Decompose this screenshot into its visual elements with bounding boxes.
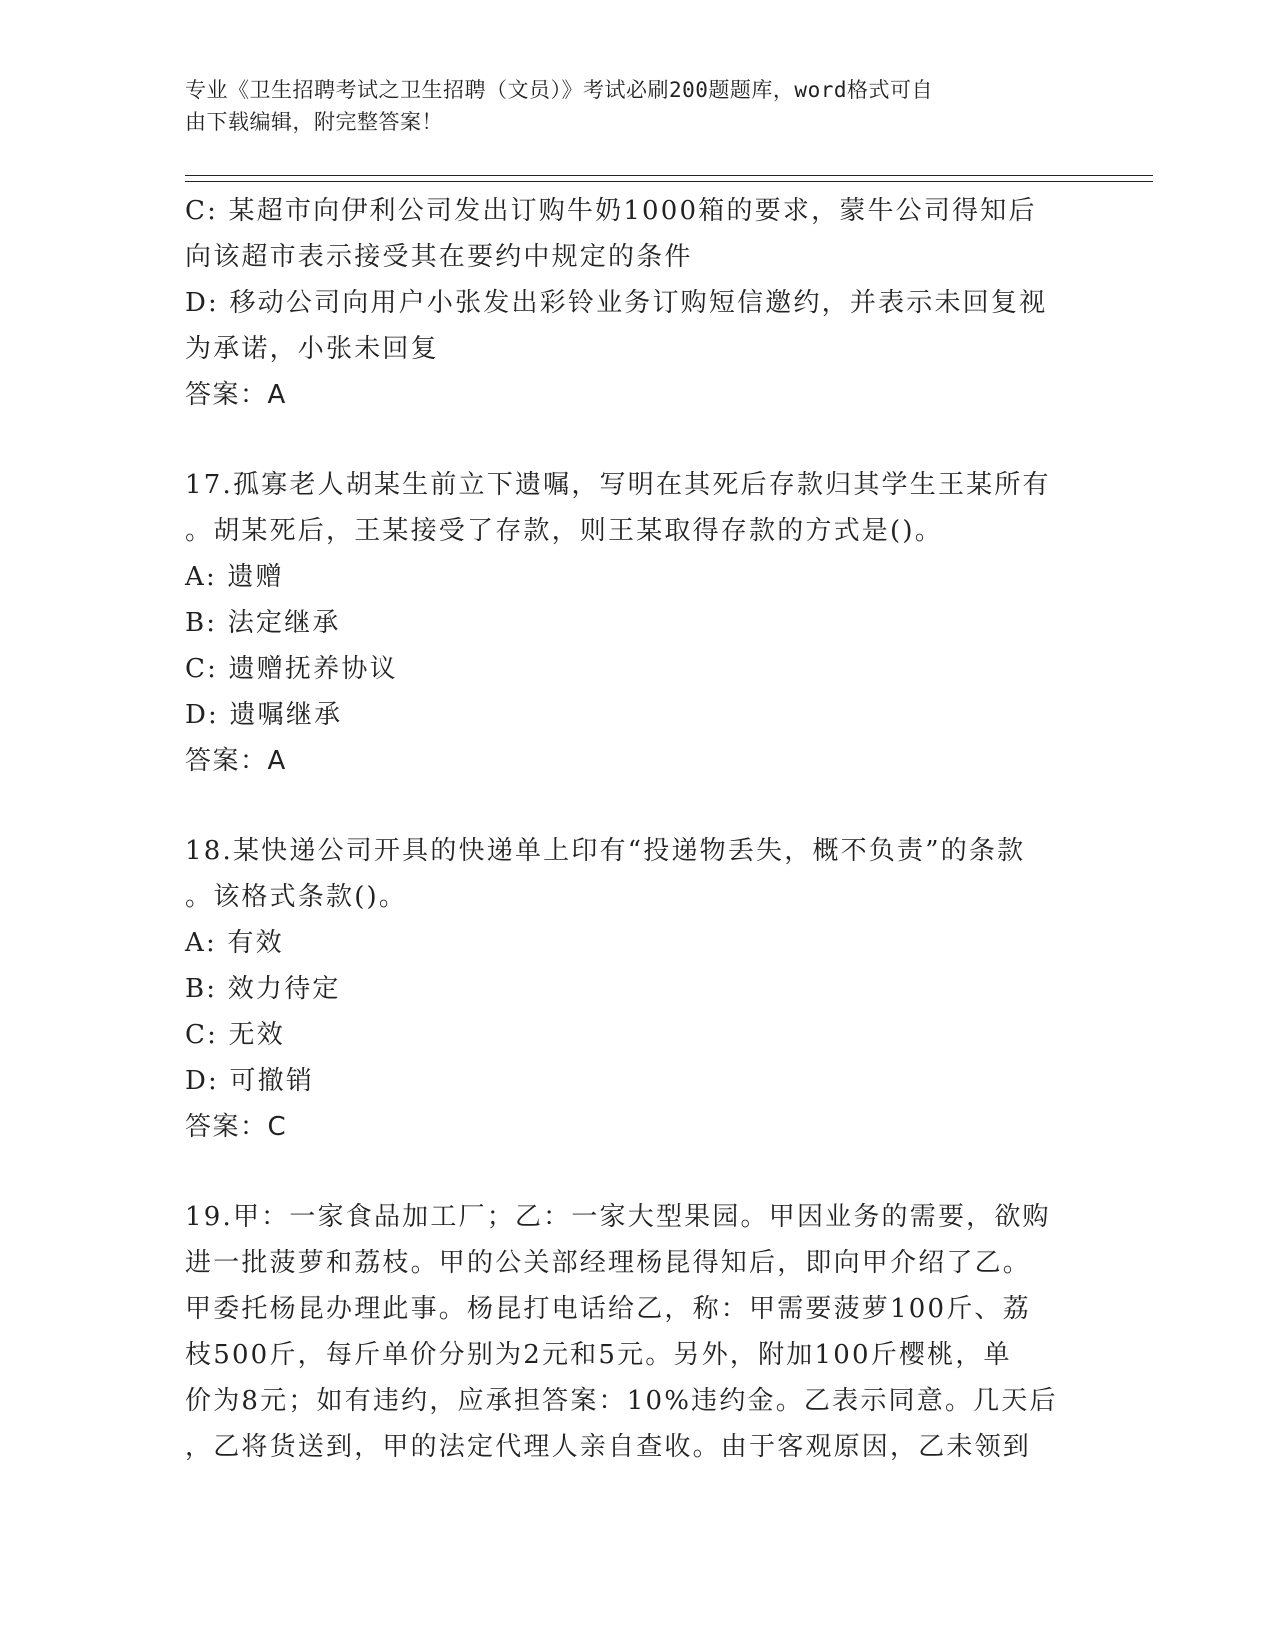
question-content [185, 188, 1085, 1470]
question-line: D: 移动公司向用户小张发出彩铃业务订购短信邀约，并表示未回复视 [185, 288, 1048, 318]
question-line: C: 遗赠抚养协议 [185, 654, 398, 684]
question-line: 19.甲：一家食品加工厂；乙：一家大型果园。甲因业务的需要，欲购 [185, 1202, 1051, 1232]
question-line: C: 无效 [185, 1020, 285, 1050]
question-block [185, 1194, 1085, 1470]
question-line: B: 法定继承 [185, 608, 341, 638]
question-line: 进一批菠萝和荔枝。甲的公关部经理杨昆得知后，即向甲介绍了乙。 [185, 1248, 1032, 1278]
question-line: A: 有效 [185, 928, 284, 958]
question-line: ，乙将货送到，甲的法定代理人亲自查收。由于客观原因，乙未领到 [185, 1432, 1032, 1462]
block-spacer [185, 784, 1085, 828]
question-line: B: 效力待定 [185, 974, 341, 1004]
question-line: 向该超市表示接受其在要约中规定的条件 [185, 242, 693, 272]
answer-line: 答案：A [185, 380, 287, 410]
question-line: 甲委托杨昆办理此事。杨昆打电话给乙，称：甲需要菠萝100斤、荔 [185, 1294, 1031, 1324]
header-divider-top [185, 175, 1153, 176]
answer-line: 答案：A [185, 746, 287, 776]
question-line: 为承诺，小张未回复 [185, 334, 439, 364]
answer-line: 答案：C [185, 1112, 288, 1142]
question-line: A: 遗赠 [185, 562, 284, 592]
header-divider-bottom [185, 181, 1153, 182]
question-line: 。该格式条款()。 [185, 882, 408, 912]
question-block [185, 828, 1085, 1150]
question-line: D: 遗嘱继承 [185, 700, 343, 730]
question-line: 枝500斤，每斤单价分别为2元和5元。另外，附加100斤樱桃，单 [185, 1340, 1012, 1370]
question-line: 18.某快递公司开具的快递单上印有“投递物丢失，概不负责”的条款 [185, 836, 1026, 866]
question-line: C: 某超市向伊利公司发出订购牛奶1000箱的要求，蒙牛公司得知后 [185, 196, 1037, 226]
question-line: D: 可撤销 [185, 1066, 315, 1096]
block-spacer [185, 418, 1085, 462]
document-header [185, 74, 1065, 138]
header-line-1: 专业《卫生招聘考试之卫生招聘（文员）》考试必刷200题题库，word格式可自 [185, 78, 933, 102]
block-spacer [185, 1150, 1085, 1194]
question-block [185, 462, 1085, 784]
question-block [185, 188, 1085, 418]
header-line-2: 由下载编辑，附完整答案！ [185, 110, 443, 134]
question-line: 。胡某死后，王某接受了存款，则王某取得存款的方式是()。 [185, 516, 943, 546]
question-line: 17.孤寡老人胡某生前立下遗嘱，写明在其死后存款归其学生王某所有 [185, 470, 1051, 500]
question-line: 价为8元；如有违约，应承担答案：10%违约金。乙表示同意。几天后 [185, 1386, 1058, 1416]
